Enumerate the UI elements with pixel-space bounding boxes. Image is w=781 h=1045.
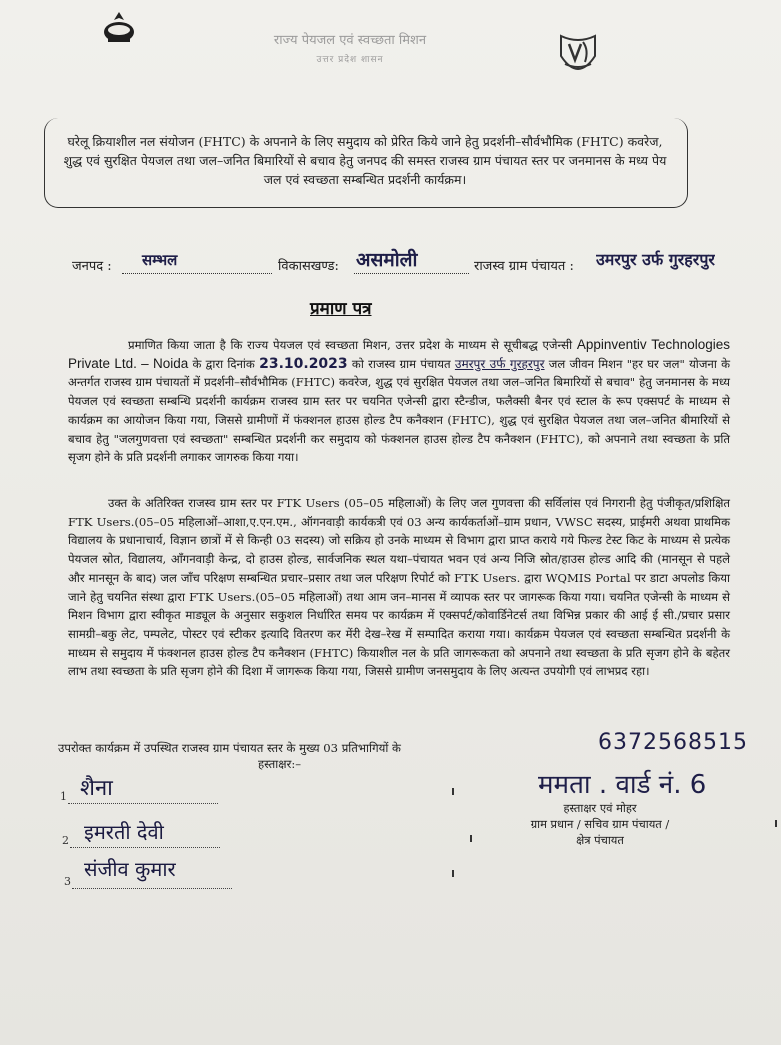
district-value: सम्भल	[142, 251, 178, 269]
location-field-row	[0, 250, 781, 280]
block-label: विकासखण्ड:	[278, 259, 339, 274]
para1-intro: प्रमाणित किया जाता है कि राज्य पेयजल एवं स्वच्छता मिशन, उत्तर प्रदेश के माध्यम से सूचीबद्ध एजेन्सी	[128, 338, 573, 352]
participant-signature-1: शैना	[80, 776, 113, 801]
agency-name: Appinventiv Technologies Private Ltd. – Noida	[68, 337, 731, 371]
panchayat-value: उमरपुर उर्फ गुरहरपुर	[596, 250, 715, 269]
program-banner-text: घरेलू क्रियाशील नल संयोजन (FHTC) के अपनाने के लिए समुदाय को प्रेरित किये जाने हेतु प्रदर्शनी–सौर्वभौमिक (FHTC) कवरेज, शुद्ध एवं सुरक्षित पेयजल तथा जल–जनित बिमारियों से बचाव हेतु जनपद की समस्त राजस्व ग्राम पंचायत स्तर पर जनमानस के मध्य पेय जल एवं स्वच्छता सम्बन्धित प्रदर्शनी कार्यक्रम।	[63, 134, 667, 187]
authority-line-2: ग्राम प्रधान / सचिव ग्राम पंचायत /	[530, 817, 670, 831]
participant-signature-2: इमरती देवी	[84, 820, 164, 844]
block-value: असमोली	[356, 249, 418, 271]
participant-signature-3: संजीव कुमार	[84, 857, 176, 881]
emblem-logo	[100, 8, 138, 48]
para1-body: जल जीवन मिशन "हर घर जल" योजना के अन्तर्गत राजस्व ग्राम पंचायतों में प्रदर्शनी–सौर्वभौमिक (FHTC) कवरेज, शुद्ध एवं सुरक्षित पेयजल तथा जल–जनित बिमारियों से बचाव" हेतु जनमानस के मध्य पेयजल एवं स्वच्छता सम्बन्धि प्रदर्शनी कार्यक्रम राजस्व ग्राम स्तर पर चयनित एजेन्सी द्वारा स्टैन्डीज, फलैक्सी बैनर एवं स्टाल के रूप एक्सपर्ट के माध्यम से कार्यक्रम का आयोजन किया गया, जिससे ग्रामीणों में फंक्शनल हाउस होल्ड टैप कनैक्शन (FHTC), शुद्ध एवं सुरक्षित पेयजल तथा जल–जनित बीमारियों से बचाव हेतु "जलगुणवत्ता एवं स्वच्छता" सम्बन्धित प्रदर्शनी कर समुदाय को फंक्शनल हाउस होल्ड टैप कनैक्शन (FHTC), को अपनाने तथा स्वच्छता के प्रति सृजग होने के प्रति प्रदर्शनी लगाकर जागरुक किया गया।	[68, 356, 731, 465]
header-line-2: उत्तर प्रदेश शासन	[316, 55, 384, 65]
certificate-paragraph-2: उक्त के अतिरिक्त राजस्व ग्राम स्तर पर FTK Users (05–05 महिलाओं) के लिए जल गुणवत्ता की सर्विलांस एवं निगरानी हेतु पंजीकृत/प्रशिक्षित FTK Users.(05–05 महिलाओं–आशा,ए.एन.एम., ऑगनवाड़ी कार्यकत्री एवं 03 अन्य कार्यकर्ताओं–ग्राम प्रधान, VWSC सदस्य, प्राईमरी अथवा प्राथमिक विद्यालय के प्रधानाचार्य, विज्ञान छात्रों में से किन्ही 03 सदस्य) जो सक्रिय हो उनके माध्यम से विभाग द्वारा प्राप्त कराये गये फिल्ड टेस्ट किट के माध्यम से प्रत्येक पेयजल स्रोत, विद्यालय, आँगनवाड़ी केन्द्र, दो हाउस होल्ड, सार्वजनिक स्थल यथा–पंचायत भवन एवं अन्य निजि स्रोत/हाउस होल्ड आदि की (मानसून से पहले और मानसून के बाद) जल जाँच परिक्षण सम्बन्धित प्रचार–प्रसार तथा जल परिक्षण रिपोर्ट को FTK Users. द्वारा WQMIS Portal पर डाटा अपलोड किया जाने हेतु चयनित संस्था द्वारा FTK Users.(05–05 महिलाओं) तथा आम जन–मानस में व्यापक स्तर पर जागरूक किया गया। चयनित एजेन्सी के माध्यम से मिशन विभाग द्वारा स्वीकृत माड्यूल के अनुसार सकुशल निर्धारित समय पर कार्यक्रम में एक्सपर्ट/कोवार्डिनेटर्स तथा विभिन्न प्रकार की आई ई सी./प्रचार प्रसार सामग्री–बकु लेट, पम्पलेट, पोस्टर एवं स्टीकर इत्यादि वितरण कर मेंरी देख–रेख में सम्पादित कराया गया। कार्यक्रम पेयजल एवं स्वच्छता सम्बन्धित प्रदर्शनी के माध्यम से समुदाय में फंक्शनल हाउस होल्ड टैप कनैक्शन (FHTC) कियाशील नल के प्रति जागरूकता को अपनाने तथा स्वच्छता के प्रति सृजग होने के बहेतर लाभ तथा स्वच्छता के प्रति सृजग होने की दिशा में जागरूक किया गया, जिससे ग्रामीण जनसमुदाय के लिए अत्यन्त उपयोगी एवं लाभप्रद रहा।	[68, 496, 730, 679]
contact-phone: 6372568515	[598, 730, 748, 755]
certificate-paragraph-1	[68, 336, 730, 467]
attendance-line-1: उपरोक्त कार्यक्रम में उपस्थित राजस्व ग्राम पंचायत स्तर के मुख्य 03 प्रतिभागियों के	[58, 741, 401, 755]
attendance-line-2: हस्ताक्षर:–	[258, 757, 302, 771]
participant-number-3: 3	[64, 875, 71, 888]
program-date: 23.10.2023	[259, 355, 348, 372]
participant-number-1: 1	[60, 790, 67, 803]
up-government-seal	[555, 30, 601, 82]
para1-date-prefix: के द्वारा दिनांक	[192, 356, 255, 371]
district-label: जनपद :	[72, 259, 112, 274]
authority-line-1: हस्ताक्षर एवं मोहर	[563, 801, 637, 815]
pradhan-signature: ममता . वार्ड नं. 6	[538, 770, 707, 800]
para1-date-suffix: को राजस्व ग्राम पंचायत	[351, 356, 451, 371]
authority-block	[500, 800, 700, 848]
certificate-title: प्रमाण पत्र	[310, 299, 372, 319]
attendance-heading	[58, 740, 498, 772]
participant-number-2: 2	[62, 834, 69, 847]
header-line-1: राज्य पेयजल एवं स्वच्छता मिशन	[273, 33, 427, 48]
authority-line-3: क्षेत्र पंचायत	[576, 833, 624, 847]
panchayat-label: राजस्व ग्राम पंचायत :	[474, 259, 574, 274]
village-name: उमरपुर उर्फ गुरहरपुर	[454, 356, 545, 371]
